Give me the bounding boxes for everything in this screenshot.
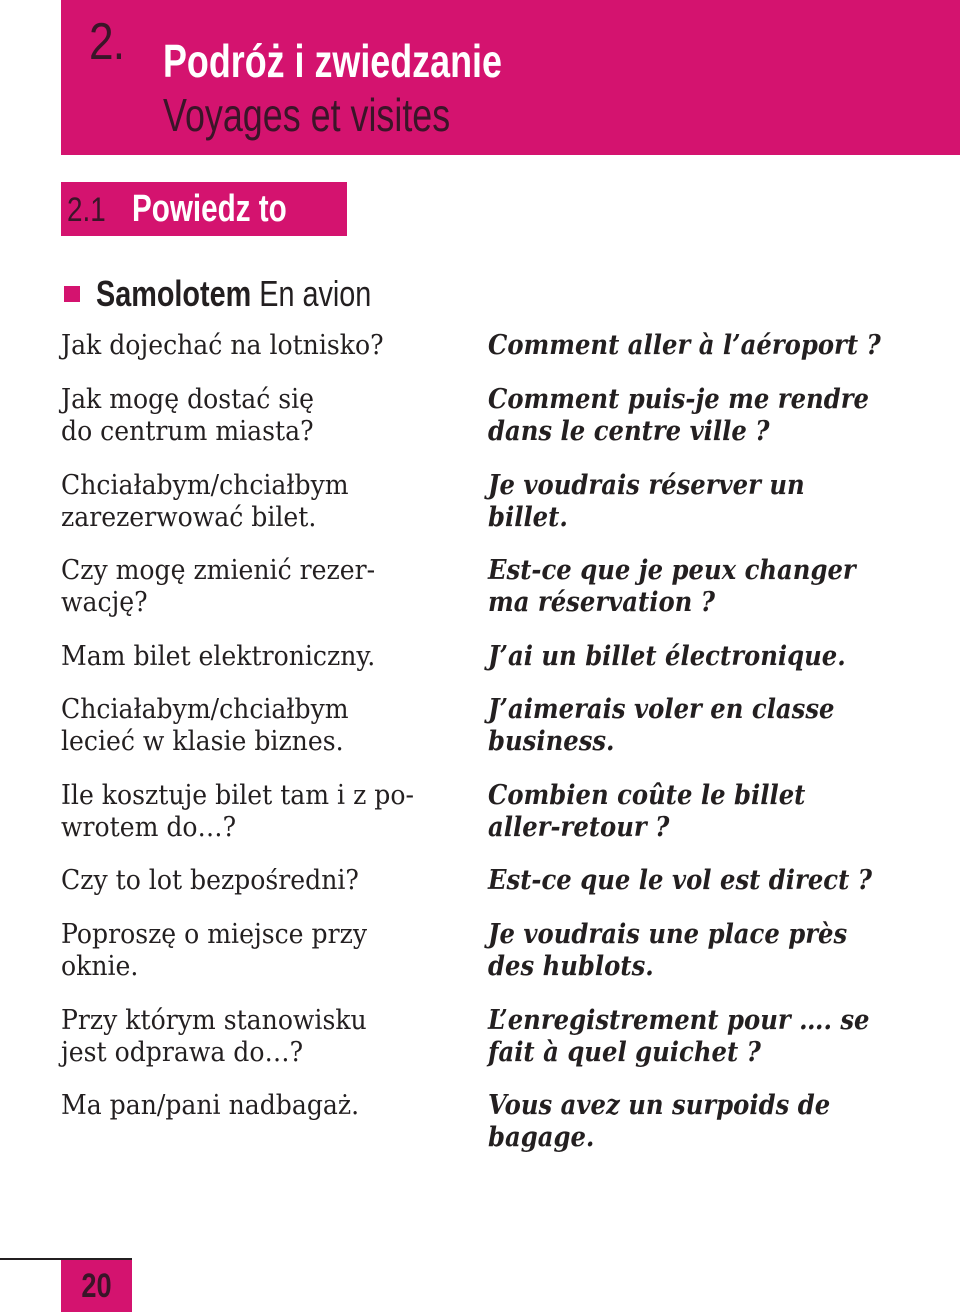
chapter-title-polish: Podróż i zwiedzanie xyxy=(163,35,502,87)
phrase-polish: Mam bilet elektroniczny. xyxy=(61,641,376,672)
phrase-french: Est-ce que je peux changer ma réservation ? xyxy=(488,555,856,618)
phrase-french: Je voudrais réserver un billet. xyxy=(488,470,805,533)
phrase-french: J’ai un billet électronique. xyxy=(488,641,846,672)
chapter-number: 2. xyxy=(89,13,125,71)
phrase-french: J’aimerais voler en classe business. xyxy=(488,694,835,757)
phrase-polish: Chciałabym/chciałbym lecieć w klasie biznes. xyxy=(61,694,349,757)
phrase-polish: Ile kosztuje bilet tam i z po- wrotem do…? xyxy=(61,780,414,843)
chapter-banner xyxy=(61,0,960,155)
subsection-title-polish: Samolotem xyxy=(96,273,252,314)
phrase-french: Je voudrais une place près des hublots. xyxy=(488,919,848,982)
square-bullet-icon xyxy=(64,286,80,302)
phrase-french: Est-ce que le vol est direct ? xyxy=(488,865,873,896)
phrase-french: Vous avez un surpoids de bagage. xyxy=(488,1090,831,1153)
phrase-polish: Jak dojechać na lotnisko? xyxy=(61,330,384,361)
phrase-french: Combien coûte le billet aller-retour ? xyxy=(488,780,806,843)
subsection-title-french: En avion xyxy=(259,273,372,314)
phrase-polish: Czy to lot bezpośredni? xyxy=(61,865,359,896)
page-number-box xyxy=(61,1260,132,1312)
page-number: 20 xyxy=(81,1267,112,1305)
section-number: 2.1 xyxy=(67,191,106,229)
section-heading xyxy=(61,182,347,236)
phrase-polish: Poproszę o miejsce przy oknie. xyxy=(61,919,368,982)
phrase-french: Comment puis-je me rendre dans le centre ville ? xyxy=(488,384,869,447)
chapter-title-french: Voyages et visites xyxy=(163,89,451,141)
phrase-french: L’enregistrement pour …. se fait à quel guichet ? xyxy=(488,1005,870,1068)
phrase-polish: Przy którym stanowisku jest odprawa do…? xyxy=(61,1005,367,1068)
phrase-polish: Jak mogę dostać się do centrum miasta? xyxy=(61,384,315,447)
phrase-polish: Czy mogę zmienić rezer- wację? xyxy=(61,555,376,618)
phrase-french: Comment aller à l’aéroport ? xyxy=(488,330,881,361)
section-title: Powiedz to xyxy=(132,188,287,230)
phrase-polish: Ma pan/pani nadbagaż. xyxy=(61,1090,360,1121)
phrase-polish: Chciałabym/chciałbym zarezerwować bilet. xyxy=(61,470,349,533)
